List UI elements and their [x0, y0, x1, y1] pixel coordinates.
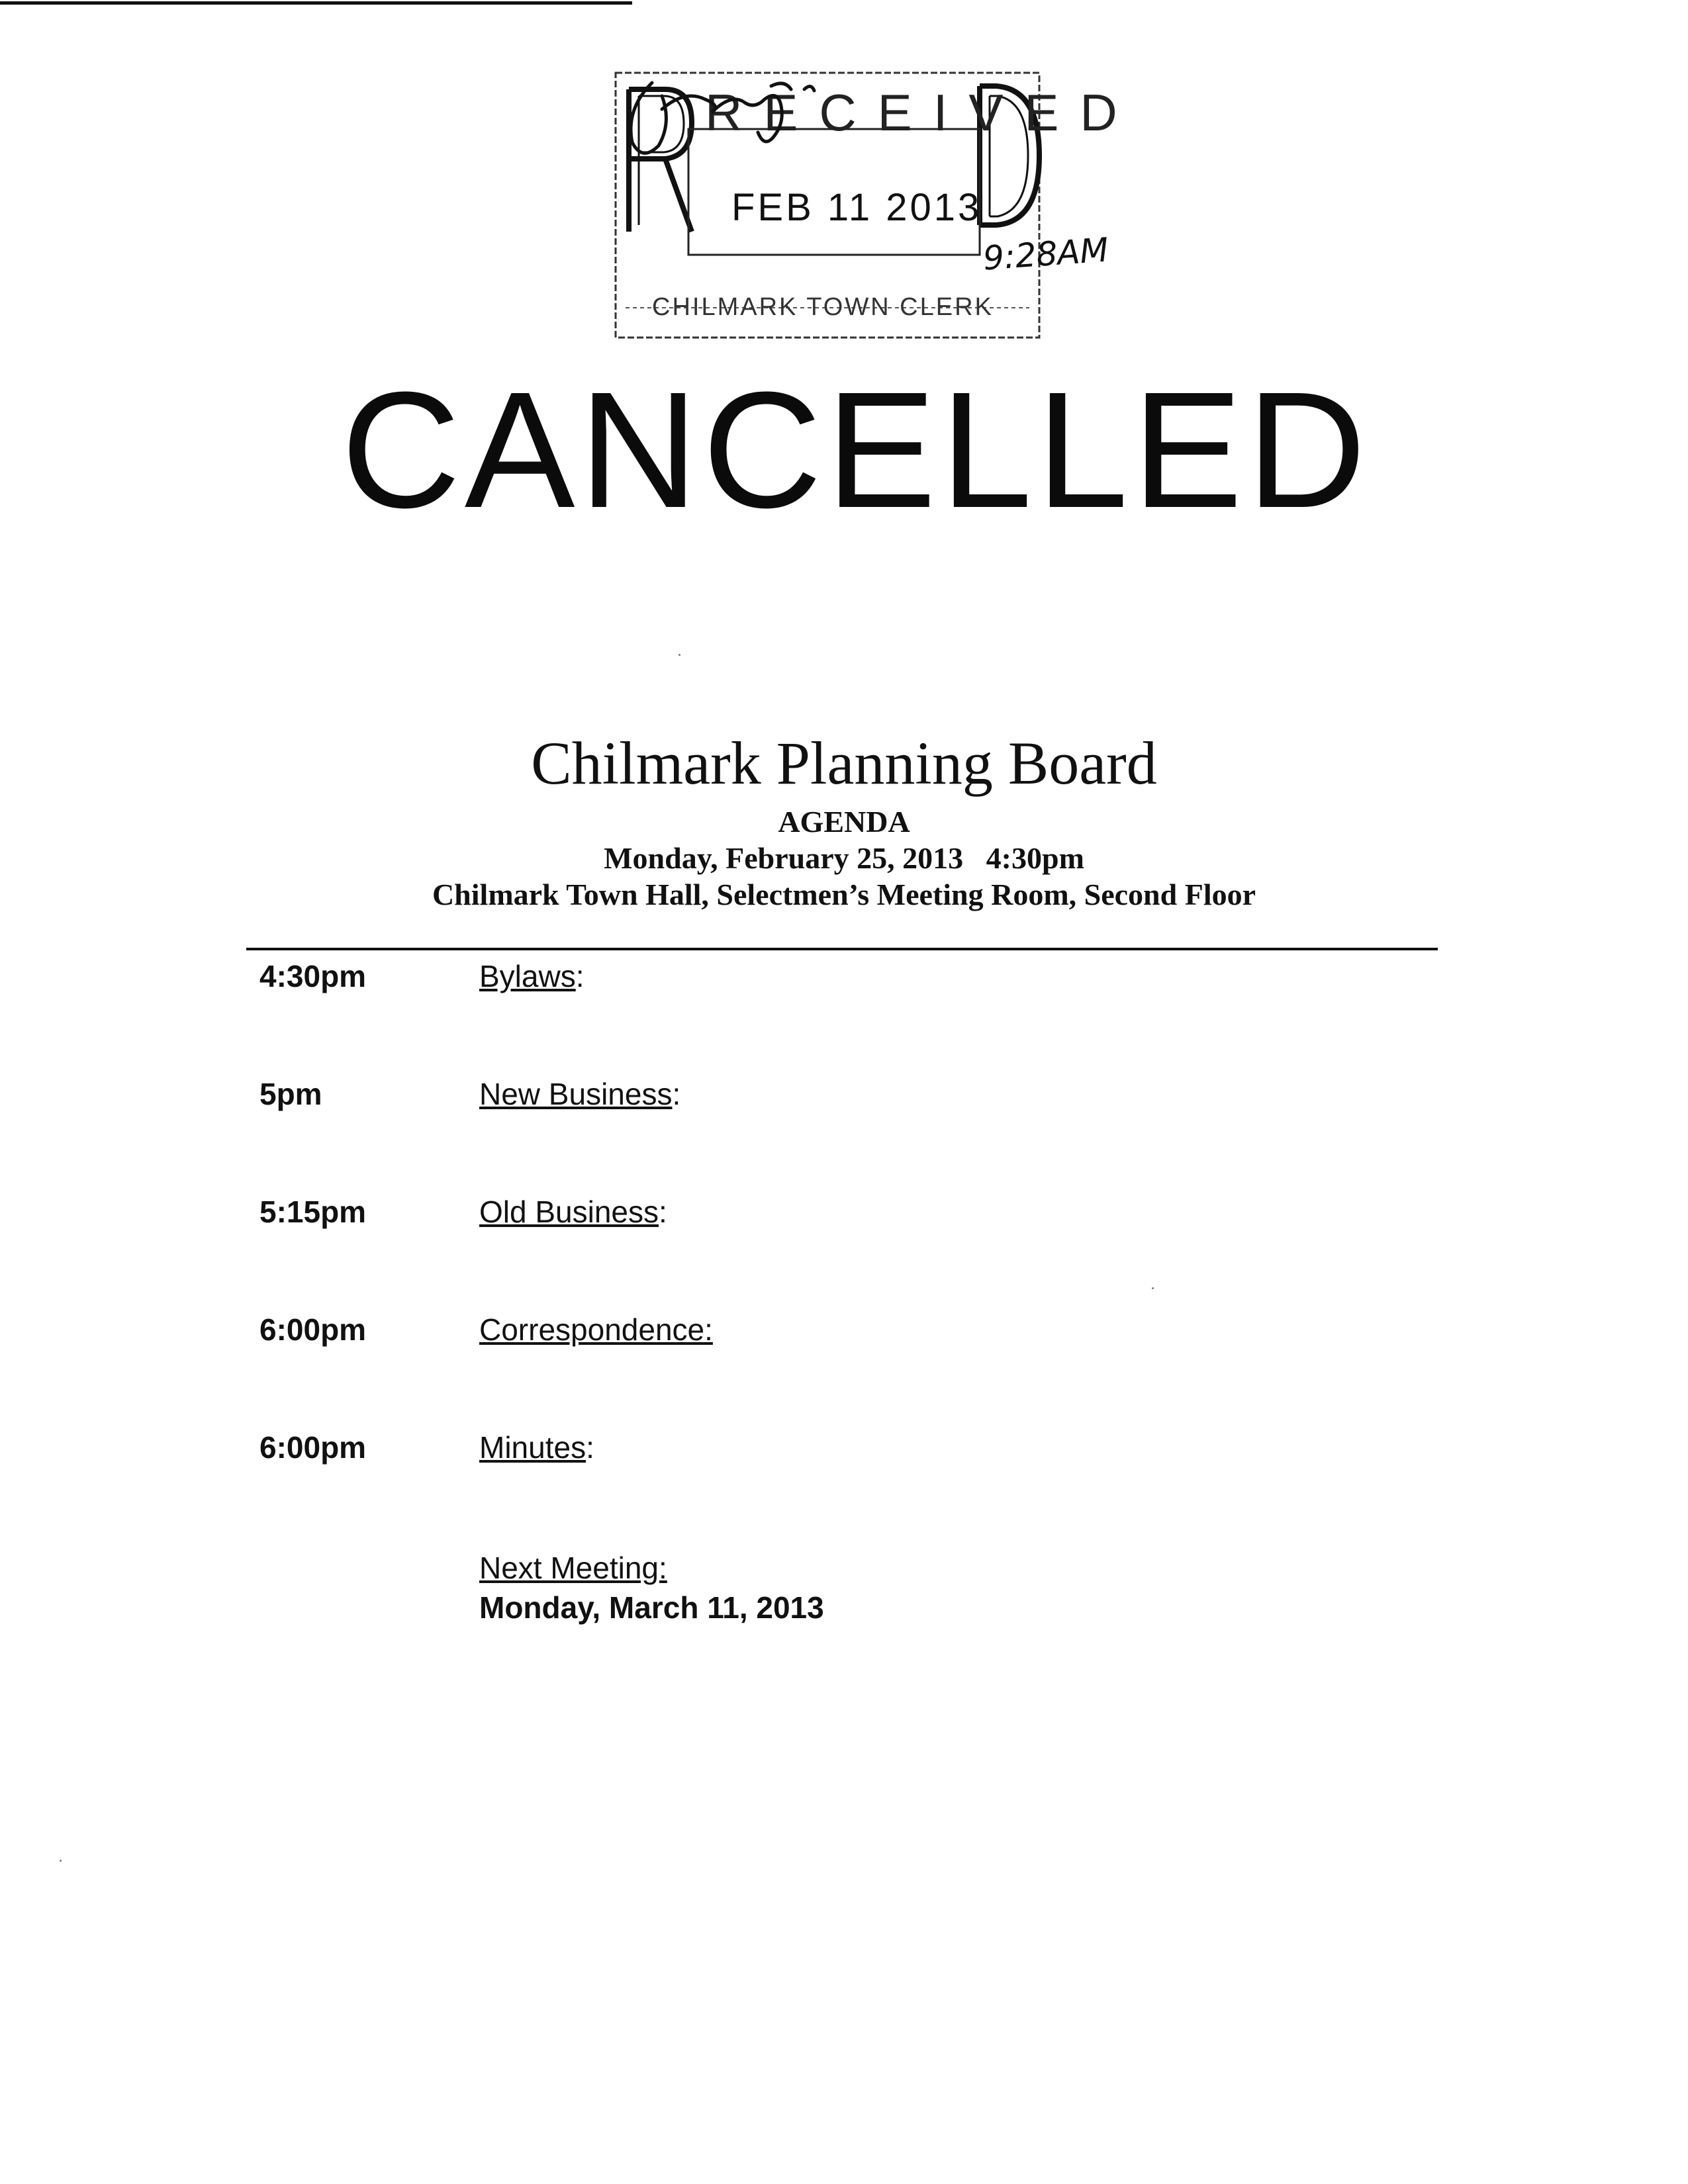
agenda-topic-label: Minutes: [479, 1430, 586, 1465]
agenda-topic-suffix: :: [586, 1430, 594, 1465]
meeting-date-time: Monday, February 25, 2013 4:30pm: [604, 841, 1084, 875]
received-stamp: [612, 69, 1139, 344]
next-meeting-date: Monday, March 11, 2013: [479, 1590, 824, 1625]
handwritten-signature: [612, 69, 837, 162]
agenda-time: 6:00pm: [259, 1430, 367, 1465]
cancelled-banner: CANCELLED: [341, 357, 1370, 542]
agenda-time: 6:00pm: [259, 1312, 367, 1347]
agenda-topic: [479, 1194, 667, 1230]
next-meeting-label: Next Meeting:: [479, 1551, 667, 1585]
agenda-topic-suffix: :: [575, 959, 585, 993]
meeting-location: Chilmark Town Hall, Selectmen’s Meeting Room, Second Floor: [432, 878, 1256, 911]
stamp-received-word: RECEIVED: [705, 83, 1139, 142]
board-title: Chilmark Planning Board: [531, 729, 1157, 797]
scan-speck: [679, 654, 680, 656]
scan-speck: [1152, 1287, 1154, 1289]
agenda-topic-suffix: :: [672, 1077, 681, 1111]
agenda-topic: [479, 1076, 680, 1112]
agenda-divider: [246, 948, 1438, 950]
agenda-topic-label: Old Business: [479, 1195, 659, 1229]
scan-speck: [60, 1860, 62, 1862]
agenda-time: 4:30pm: [259, 959, 367, 993]
stamp-office: CHILMARK TOWN CLERK: [652, 293, 994, 321]
next-meeting: [479, 1550, 824, 1625]
agenda-topic: [479, 1312, 713, 1347]
agenda-topic-label: Bylaws: [479, 959, 576, 993]
agenda-topic-label: New Business: [479, 1077, 673, 1111]
agenda-time: 5pm: [259, 1077, 322, 1111]
agenda-time: 5:15pm: [259, 1195, 367, 1229]
agenda-label: AGENDA: [778, 805, 910, 839]
agenda-topic: [479, 958, 585, 994]
agenda-topic-suffix: :: [659, 1195, 667, 1229]
agenda-topic: [479, 1430, 594, 1465]
stamp-date: FEB 11 2013: [731, 186, 982, 229]
handwritten-time: 9:28AM: [982, 230, 1110, 278]
top-edge-rule: [0, 1, 632, 5]
agenda-topic-label: Correspondence:: [479, 1312, 713, 1347]
